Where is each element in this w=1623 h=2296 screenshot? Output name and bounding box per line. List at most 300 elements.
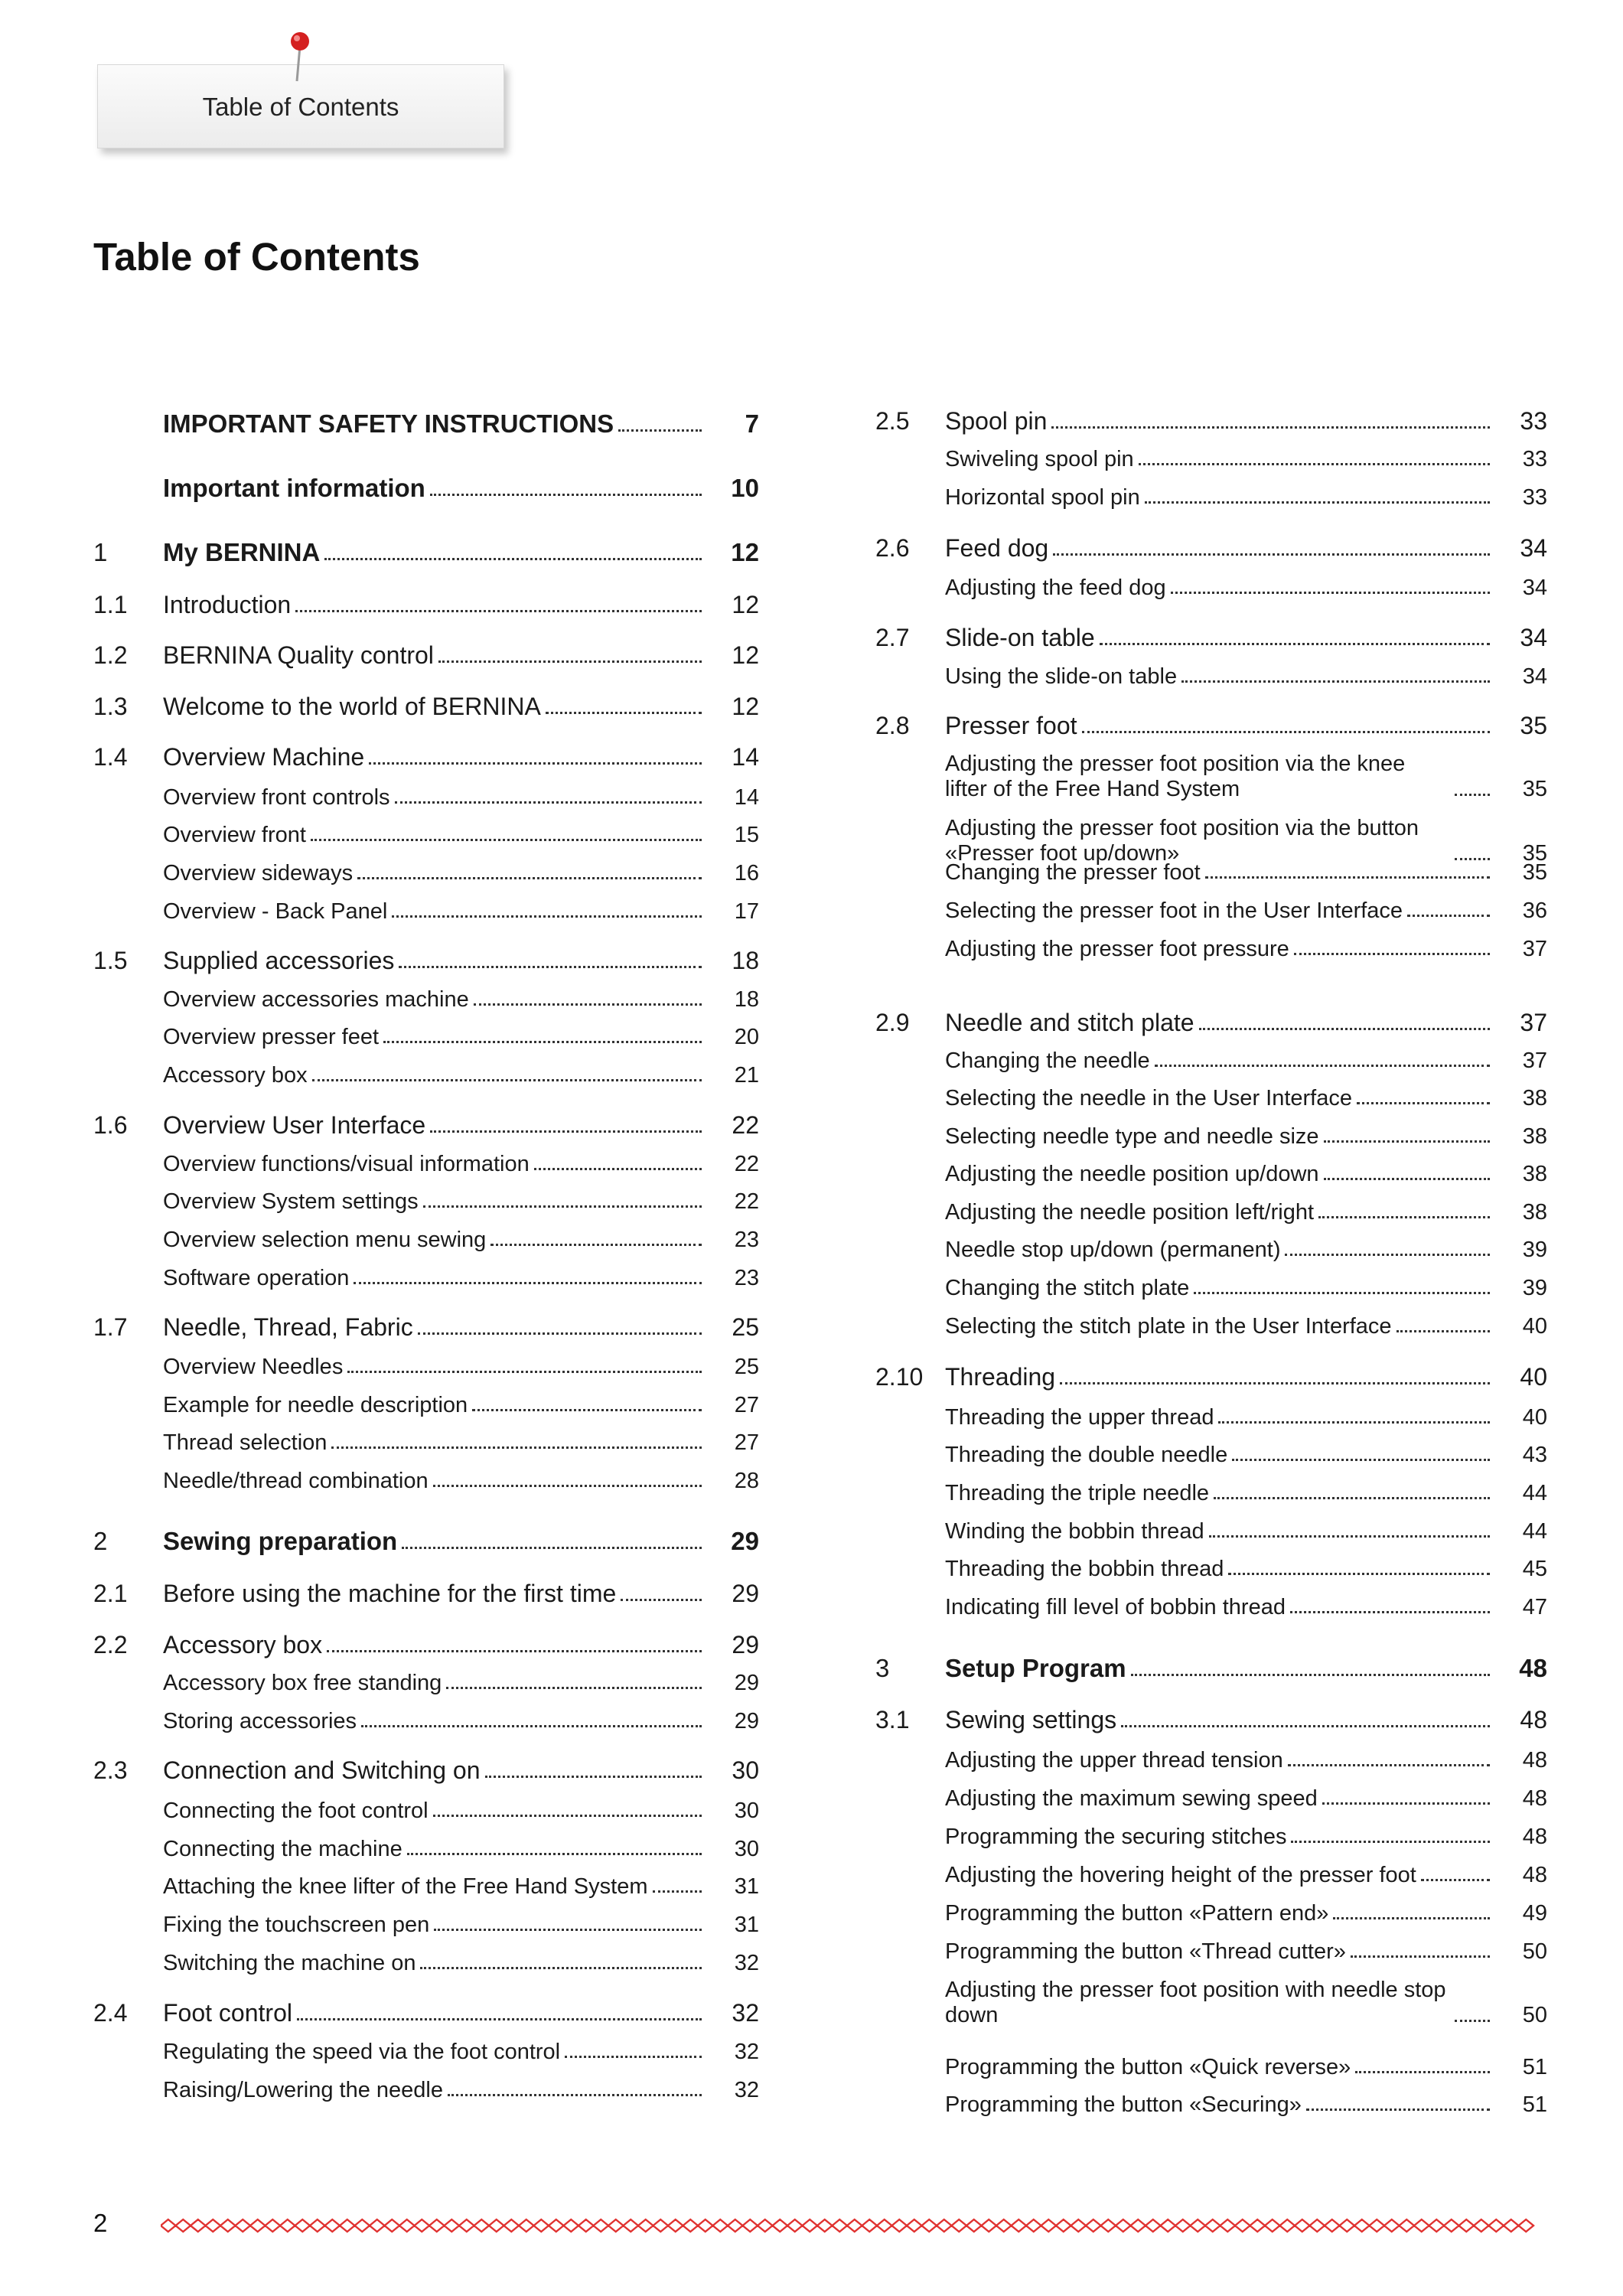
toc-entry-title: Changing the presser foot (945, 860, 1201, 885)
toc-entry-page: 40 (1520, 1363, 1547, 1391)
toc-entry-title: Supplied accessories (163, 947, 395, 974)
toc-entry[interactable] (875, 937, 1547, 962)
toc-entry-title: Changing the stitch plate (945, 1276, 1190, 1300)
toc-dot-leader (420, 1967, 702, 1969)
toc-entry[interactable] (93, 743, 759, 771)
toc-entry-page: 30 (734, 1837, 759, 1861)
toc-dot-leader (1455, 794, 1490, 796)
toc-dot-leader (1357, 1102, 1490, 1104)
toc-entry-page: 35 (1522, 777, 1547, 802)
toc-entry[interactable] (875, 576, 1547, 601)
toc-entry[interactable] (875, 2055, 1547, 2080)
toc-entry-page: 37 (1522, 1049, 1547, 1073)
toc-entry[interactable] (875, 1314, 1547, 1339)
toc-entry-page: 30 (734, 1799, 759, 1823)
toc-dot-leader (618, 429, 702, 432)
toc-entry[interactable] (93, 1469, 759, 1494)
toc-entry[interactable] (875, 1481, 1547, 1506)
toc-entry-title: Needle stop up/down (permanent) (945, 1238, 1281, 1262)
toc-entry-title: Adjusting the presser foot position via the knee lifter of the Free Hand System (945, 752, 1406, 802)
toc-entry-page: 48 (1522, 1748, 1547, 1773)
toc-entry[interactable] (875, 1557, 1547, 1582)
toc-entry-page: 48 (1522, 1863, 1547, 1887)
toc-entry-page: 40 (1522, 1314, 1547, 1339)
toc-entry[interactable] (875, 1276, 1547, 1301)
toc-entry[interactable] (93, 1913, 759, 1938)
toc-entry-title: Adjusting the presser foot position with needle stop down (945, 1978, 1446, 2028)
toc-entry[interactable] (93, 1025, 759, 1050)
toc-entry[interactable] (93, 538, 759, 567)
toc-entry-page: 12 (732, 591, 759, 618)
toc-entry-page: 44 (1522, 1519, 1547, 1544)
toc-entry[interactable] (93, 693, 759, 721)
toc-dot-leader (653, 1890, 702, 1893)
toc-entry-title: Connection and Switching on (163, 1756, 481, 1784)
toc-entry-title: IMPORTANT SAFETY INSTRUCTIONS (163, 409, 614, 438)
toc-entry-page: 35 (1520, 712, 1547, 739)
toc-entry[interactable] (875, 1363, 1547, 1391)
toc-entry-page: 39 (1522, 1238, 1547, 1262)
toc-dot-leader (472, 1409, 702, 1411)
toc-dot-leader (1171, 592, 1490, 594)
toc-dot-leader (1228, 1573, 1490, 1575)
toc-entry-page: 43 (1522, 1443, 1547, 1467)
toc-entry-number: 2.2 (93, 1631, 128, 1658)
toc-entry[interactable] (875, 1086, 1547, 1111)
toc-entry[interactable] (875, 1706, 1547, 1734)
toc-dot-leader (1351, 1955, 1490, 1958)
toc-entry[interactable] (875, 1786, 1547, 1812)
toc-entry[interactable] (875, 1124, 1547, 1150)
toc-entry[interactable] (93, 1189, 759, 1215)
toc-entry-page: 20 (734, 1025, 759, 1049)
toc-entry-page: 29 (734, 1671, 759, 1695)
toc-entry-page: 29 (734, 1709, 759, 1733)
toc-entry-number: 1.1 (93, 591, 128, 618)
toc-entry[interactable] (93, 987, 759, 1013)
toc-entry-title: Selecting the needle in the User Interface (945, 1086, 1352, 1110)
toc-dot-leader (430, 1130, 702, 1133)
toc-dot-leader (1294, 953, 1490, 955)
toc-entry-title: Sewing settings (945, 1706, 1117, 1733)
toc-entry[interactable] (875, 534, 1547, 563)
toc-entry-page: 15 (734, 823, 759, 847)
toc-entry-page: 22 (732, 1111, 759, 1139)
toc-entry[interactable] (875, 752, 1547, 803)
toc-dot-leader (1232, 1459, 1490, 1461)
toc-entry-page: 31 (734, 1874, 759, 1899)
toc-entry-page: 34 (1522, 576, 1547, 600)
header-tab-label: Table of Contents (202, 93, 399, 121)
toc-entry-number: 1.2 (93, 641, 128, 669)
toc-entry[interactable] (875, 1405, 1547, 1430)
toc-entry-page: 34 (1522, 664, 1547, 689)
toc-entry[interactable] (93, 1580, 759, 1608)
toc-entry[interactable] (875, 407, 1547, 435)
toc-dot-leader (1322, 1802, 1490, 1805)
toc-entry-number: 1.5 (93, 947, 128, 974)
toc-entry-page: 50 (1522, 2003, 1547, 2028)
toc-entry-title: Selecting the presser foot in the User Interface (945, 899, 1403, 923)
toc-entry-title: Example for needle description (163, 1393, 468, 1417)
toc-dot-leader (331, 1446, 702, 1449)
toc-entry[interactable] (93, 1874, 759, 1900)
toc-dot-leader (327, 1650, 702, 1652)
toc-entry-title: Overview presser feet (163, 1025, 380, 1049)
toc-entry-page: 51 (1522, 2092, 1547, 2117)
toc-entry-title: Swiveling spool pin (945, 447, 1134, 471)
toc-entry-title: Switching the machine on (163, 1951, 416, 1975)
toc-entry-page: 37 (1520, 1009, 1547, 1036)
toc-entry[interactable] (875, 899, 1547, 924)
toc-entry-title: Attaching the knee lifter of the Free Hand System (163, 1874, 648, 1899)
toc-dot-leader (1082, 731, 1490, 733)
toc-entry-title: Adjusting the feed dog (945, 576, 1166, 600)
toc-entry[interactable] (875, 1162, 1547, 1187)
toc-entry-number: 2.8 (875, 712, 910, 739)
toc-dot-leader (1455, 2020, 1490, 2022)
toc-entry[interactable] (875, 1748, 1547, 1773)
toc-entry-page: 12 (732, 693, 759, 720)
toc-entry-title: BERNINA Quality control (163, 641, 434, 669)
toc-entry-title: Before using the machine for the first time (163, 1580, 617, 1607)
toc-entry-title: Spool pin (945, 407, 1048, 435)
toc-entry-page: 21 (734, 1063, 759, 1088)
toc-entry-title: Needle/thread combination (163, 1469, 429, 1493)
toc-entry-page: 38 (1522, 1200, 1547, 1225)
toc-entry-page: 29 (732, 1631, 759, 1658)
toc-entry-page: 48 (1522, 1786, 1547, 1811)
toc-dot-leader (1324, 1140, 1490, 1143)
toc-entry[interactable] (93, 785, 759, 810)
toc-entry-title: My BERNINA (163, 538, 321, 566)
toc-dot-leader (448, 2094, 702, 2096)
toc-entry-page: 33 (1520, 407, 1547, 435)
toc-entry[interactable] (93, 947, 759, 975)
toc-entry-page: 48 (1522, 1825, 1547, 1849)
toc-entry-page: 28 (734, 1469, 759, 1493)
toc-entry-page: 51 (1522, 2055, 1547, 2079)
toc-dot-leader (1291, 1841, 1490, 1843)
toc-entry[interactable] (93, 641, 759, 670)
toc-entry-title: Accessory box (163, 1631, 323, 1658)
toc-entry-page: 17 (734, 899, 759, 924)
toc-entry-title: Overview System settings (163, 1189, 419, 1214)
toc-entry-number: 2.4 (93, 1999, 128, 2027)
toc-entry-page: 49 (1522, 1901, 1547, 1926)
toc-entry[interactable] (93, 1228, 759, 1253)
toc-entry-page: 40 (1522, 1405, 1547, 1430)
toc-entry[interactable] (875, 1978, 1547, 2029)
toc-entry[interactable] (93, 1527, 759, 1556)
toc-entry-number: 1.4 (93, 743, 128, 771)
toc-dot-leader (434, 1929, 702, 1931)
toc-entry[interactable] (875, 485, 1547, 510)
toc-entry-title: Presser foot (945, 712, 1077, 739)
toc-entry-page: 25 (732, 1313, 759, 1341)
toc-entry-title: Thread selection (163, 1430, 328, 1455)
toc-dot-leader (324, 558, 702, 560)
toc-entry[interactable] (875, 447, 1547, 472)
toc-entry-title: Indicating fill level of bobbin thread (945, 1595, 1286, 1619)
toc-entry[interactable] (875, 712, 1547, 740)
toc-entry[interactable] (93, 1756, 759, 1785)
toc-entry-title: Adjusting the presser foot position via the button «Presser foot up/down» (945, 816, 1419, 866)
toc-entry-title: Threading the bobbin thread (945, 1557, 1224, 1581)
toc-entry[interactable] (875, 1443, 1547, 1468)
page-number: 2 (93, 2209, 108, 2237)
toc-entry-page: 34 (1520, 534, 1547, 562)
toc-dot-leader (474, 1003, 702, 1006)
toc-entry-page: 35 (1522, 860, 1547, 885)
toc-entry-title: Winding the bobbin thread (945, 1519, 1204, 1544)
toc-entry-page: 32 (734, 2078, 759, 2102)
toc-entry-title: Threading (945, 1363, 1056, 1391)
toc-dot-leader (1100, 643, 1490, 645)
toc-entry-page: 35 (1522, 841, 1547, 866)
toc-dot-leader (546, 712, 702, 714)
toc-entry-title: Adjusting the upper thread tension (945, 1748, 1283, 1773)
toc-entry-title: Programming the button «Securing» (945, 2092, 1302, 2117)
toc-entry-page: 23 (734, 1266, 759, 1290)
toc-entry[interactable] (93, 2078, 759, 2103)
toc-dot-leader (1051, 426, 1490, 429)
toc-dot-leader (433, 1485, 702, 1487)
toc-entry-page: 16 (734, 861, 759, 885)
toc-entry-title: Welcome to the world of BERNINA (163, 693, 541, 720)
toc-entry-number: 2.3 (93, 1756, 128, 1784)
toc-entry-title: Overview accessories machine (163, 987, 469, 1012)
toc-dot-leader (369, 762, 702, 765)
toc-dot-leader (1209, 1535, 1490, 1538)
toc-dot-leader (485, 1776, 702, 1778)
toc-entry-page: 10 (731, 474, 759, 502)
toc-entry-page: 14 (732, 743, 759, 771)
toc-dot-leader (418, 1332, 702, 1335)
toc-dot-leader (1333, 1917, 1490, 1919)
toc-dot-leader (1214, 1497, 1490, 1499)
toc-entry-title: Adjusting the needle position left/right (945, 1200, 1315, 1225)
toc-entry[interactable] (93, 861, 759, 886)
toc-entry[interactable] (875, 1595, 1547, 1620)
toc-dot-leader (430, 494, 702, 496)
toc-entry[interactable] (93, 591, 759, 619)
toc-entry[interactable] (93, 1951, 759, 1976)
toc-entry-title: Changing the needle (945, 1049, 1150, 1073)
toc-entry-page: 44 (1522, 1481, 1547, 1505)
toc-entry-page: 34 (1520, 624, 1547, 651)
toc-entry-title: Programming the button «Pattern end» (945, 1901, 1329, 1926)
toc-entry-title: Overview Needles (163, 1355, 344, 1379)
toc-dot-leader (402, 1547, 702, 1549)
toc-entry[interactable] (93, 409, 759, 439)
toc-entry-title: Overview User Interface (163, 1111, 426, 1139)
toc-entry-title: Adjusting the hovering height of the presser foot (945, 1863, 1416, 1887)
toc-entry-page: 27 (734, 1430, 759, 1455)
toc-entry-title: Threading the double needle (945, 1443, 1228, 1467)
toc-entry[interactable] (875, 1901, 1547, 1926)
toc-entry-page: 36 (1522, 899, 1547, 923)
toc-entry[interactable] (93, 1063, 759, 1088)
toc-entry-number: 2.9 (875, 1009, 910, 1036)
toc-entry-page: 48 (1520, 1706, 1547, 1733)
toc-entry[interactable] (93, 1999, 759, 2027)
toc-entry[interactable] (93, 1393, 759, 1418)
toc-dot-leader (1355, 2071, 1490, 2073)
toc-entry-page: 33 (1522, 447, 1547, 471)
toc-entry-number: 1.6 (93, 1111, 128, 1139)
toc-entry-page: 30 (732, 1756, 759, 1784)
toc-dot-leader (295, 610, 702, 612)
toc-entry[interactable] (93, 474, 759, 503)
toc-entry-title: Regulating the speed via the foot control (163, 2040, 561, 2064)
stitch-pattern-rule (161, 2216, 1542, 2235)
toc-left-column (93, 0, 759, 2219)
toc-entry[interactable] (875, 1863, 1547, 1888)
toc-entry[interactable] (93, 1313, 759, 1342)
toc-entry-page: 18 (734, 987, 759, 1012)
toc-dot-leader (347, 1371, 702, 1373)
toc-entry-title: Connecting the foot control (163, 1799, 429, 1823)
toc-entry[interactable] (875, 624, 1547, 652)
toc-entry[interactable] (875, 1238, 1547, 1263)
toc-entry[interactable] (875, 860, 1547, 885)
toc-entry[interactable] (93, 2040, 759, 2065)
toc-entry[interactable] (875, 2092, 1547, 2118)
toc-dot-leader (490, 1244, 702, 1246)
page-title: Table of Contents (93, 235, 420, 279)
toc-entry-page: 50 (1522, 1939, 1547, 1964)
toc-entry-page: 14 (734, 785, 759, 810)
toc-entry-page: 32 (734, 2040, 759, 2064)
toc-entry-page: 39 (1522, 1276, 1547, 1300)
toc-entry-title: Needle, Thread, Fabric (163, 1313, 413, 1341)
toc-entry-page: 48 (1519, 1654, 1547, 1682)
toc-entry[interactable] (875, 1519, 1547, 1544)
toc-entry-title: Threading the upper thread (945, 1405, 1214, 1430)
toc-dot-leader (1199, 1028, 1490, 1030)
toc-entry-title: Horizontal spool pin (945, 485, 1140, 510)
toc-entry-title: Accessory box (163, 1063, 308, 1088)
toc-right-column (875, 0, 1547, 2219)
toc-entry-page: 37 (1522, 937, 1547, 961)
toc-entry-page: 32 (734, 1951, 759, 1975)
toc-entry[interactable] (875, 1200, 1547, 1225)
toc-entry[interactable] (93, 1709, 759, 1734)
toc-entry[interactable] (93, 1152, 759, 1177)
toc-entry[interactable] (93, 1799, 759, 1824)
toc-entry-title: Threading the triple needle (945, 1481, 1210, 1505)
toc-entry-title: Adjusting the maximum sewing speed (945, 1786, 1318, 1811)
toc-entry[interactable] (875, 1654, 1547, 1683)
toc-dot-leader (1290, 1611, 1490, 1613)
toc-entry[interactable] (93, 1671, 759, 1696)
toc-entry-number: 1.3 (93, 693, 128, 720)
toc-entry-page: 7 (745, 409, 759, 438)
toc-entry[interactable] (93, 1430, 759, 1456)
toc-dot-leader (407, 1853, 702, 1855)
toc-entry-page: 29 (731, 1527, 759, 1555)
toc-entry-page: 12 (731, 538, 759, 566)
toc-entry-title: Important information (163, 474, 425, 502)
toc-entry[interactable] (93, 823, 759, 848)
toc-dot-leader (1421, 1879, 1490, 1881)
toc-entry-page: 31 (734, 1913, 759, 1937)
toc-entry[interactable] (93, 1837, 759, 1862)
toc-dot-leader (1288, 1764, 1490, 1766)
toc-entry-page: 22 (734, 1152, 759, 1176)
toc-dot-leader (357, 877, 702, 879)
toc-dot-leader (1060, 1382, 1490, 1384)
toc-entry-number: 2.10 (875, 1363, 924, 1391)
toc-entry-title: Overview - Back Panel (163, 899, 388, 924)
toc-entry-title: Overview sideways (163, 861, 354, 885)
toc-dot-leader (1155, 1065, 1490, 1067)
toc-dot-leader (392, 915, 702, 918)
toc-dot-leader (354, 1282, 702, 1284)
toc-entry-page: 47 (1522, 1595, 1547, 1619)
toc-dot-leader (311, 839, 702, 841)
toc-dot-leader (1324, 1178, 1490, 1180)
toc-dot-leader (621, 1599, 702, 1601)
toc-dot-leader (312, 1079, 702, 1081)
toc-entry[interactable] (875, 1009, 1547, 1037)
toc-entry[interactable] (875, 1049, 1547, 1074)
toc-entry-number: 2.5 (875, 407, 910, 435)
toc-entry-title: Adjusting the needle position up/down (945, 1162, 1319, 1186)
toc-dot-leader (446, 1687, 702, 1689)
toc-entry-title: Overview functions/visual information (163, 1152, 530, 1176)
toc-entry-page: 33 (1522, 485, 1547, 510)
toc-entry[interactable] (875, 1825, 1547, 1850)
toc-dot-leader (361, 1725, 702, 1727)
toc-entry-title: Storing accessories (163, 1709, 357, 1733)
toc-entry-title: Software operation (163, 1266, 350, 1290)
toc-entry-page: 29 (732, 1580, 759, 1607)
toc-entry-page: 23 (734, 1228, 759, 1252)
toc-dot-leader (1053, 553, 1490, 556)
toc-entry-title: Selecting the stitch plate in the User Interface (945, 1314, 1392, 1339)
toc-dot-leader (399, 966, 702, 968)
toc-entry-page: 38 (1522, 1124, 1547, 1149)
toc-entry[interactable] (93, 899, 759, 925)
toc-entry-title: Feed dog (945, 534, 1049, 562)
toc-entry-title: Introduction (163, 591, 292, 618)
toc-entry[interactable] (93, 1266, 759, 1291)
toc-entry-title: Overview Machine (163, 743, 365, 771)
toc-entry-title: Overview front controls (163, 785, 390, 810)
toc-entry[interactable] (93, 1631, 759, 1659)
toc-entry[interactable] (93, 1355, 759, 1380)
toc-dot-leader (1407, 915, 1490, 917)
toc-entry[interactable] (875, 1939, 1547, 1965)
toc-entry-title: Foot control (163, 1999, 292, 2027)
toc-entry-title: Selecting needle type and needle size (945, 1124, 1319, 1149)
toc-entry-number: 1.7 (93, 1313, 128, 1341)
toc-entry-number: 2.6 (875, 534, 910, 562)
toc-dot-leader (1121, 1725, 1490, 1727)
toc-dot-leader (1306, 2108, 1490, 2111)
toc-entry[interactable] (875, 816, 1547, 867)
toc-entry-title: Overview front (163, 823, 306, 847)
toc-entry-title: Overview selection menu sewing (163, 1228, 487, 1252)
toc-entry-title: Using the slide-on table (945, 664, 1178, 689)
toc-entry-page: 22 (734, 1189, 759, 1214)
toc-entry-number: 3.1 (875, 1706, 910, 1733)
toc-dot-leader (1194, 1292, 1490, 1294)
toc-entry[interactable] (875, 664, 1547, 690)
toc-entry[interactable] (93, 1111, 759, 1140)
